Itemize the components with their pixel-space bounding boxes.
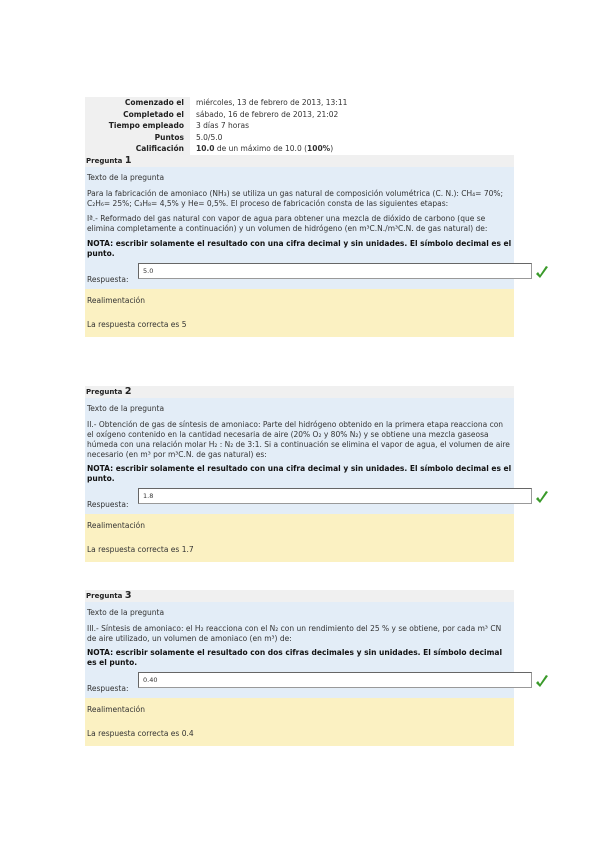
feedback-box <box>85 514 514 562</box>
question-1 <box>85 155 514 337</box>
question-header-label: Pregunta <box>86 388 123 396</box>
question-2 <box>85 386 514 562</box>
summary-label: Comenzado el <box>85 97 190 109</box>
question-body <box>85 398 514 514</box>
question-paragraph: Para la fabricación de amoniaco (NH₃) se utiliza un gas natural de composición volumétrica (C. N.): CH₄= 70%; C₂H₆= 25%; C₃H₈= 4,5% y He= 0,5%. El proceso de fabricación consta de las siguientes etapas: <box>87 189 504 208</box>
question-note: NOTA: escribir solamente el resultado con una cifra decimal y sin unidades. El símbolo decimal es el punto. <box>87 464 512 483</box>
feedback-box <box>85 698 514 746</box>
summary-value: miércoles, 13 de febrero de 2013, 13:11 <box>196 98 348 107</box>
question-header-label: Pregunta <box>86 157 123 165</box>
grade-mid: de un máximo de 10.0 ( <box>214 144 308 153</box>
answer-row <box>87 668 512 698</box>
grade-percent: 100% <box>307 144 331 153</box>
correct-answer-text: La respuesta correcta es 5 <box>87 320 187 329</box>
question-note: NOTA: escribir solamente el resultado con una cifra decimal y sin unidades. El símbolo decimal es el punto. <box>87 239 512 258</box>
question-number: 1 <box>124 155 132 166</box>
summary-value: sábado, 16 de febrero de 2013, 21:02 <box>196 109 339 119</box>
check-icon <box>535 675 549 689</box>
question-header <box>85 386 514 398</box>
answer-row <box>87 259 512 289</box>
feedback-label: Realimentación <box>87 296 146 305</box>
answer-input[interactable] <box>138 672 532 688</box>
question-paragraph: Iª.- Reformado del gas natural con vapor de agua para obtener una mezcla de dióxido de carbono (que se elimina completamente a continuación) y un volumen de hidrógeno (en m³C.N./m³C.N. de gas natural) de: <box>87 214 488 233</box>
summary-value: 5.0/5.0 <box>196 132 223 142</box>
answer-label: Respuesta: <box>87 275 129 284</box>
feedback-label: Realimentación <box>87 521 146 530</box>
answer-row <box>87 484 512 514</box>
feedback-box <box>85 289 514 337</box>
question-header <box>85 590 514 602</box>
question-text-label: Texto de la pregunta <box>87 404 165 413</box>
summary-label: Completado el <box>85 109 190 121</box>
summary-row-time <box>85 120 514 132</box>
summary-label: Calificación <box>85 143 190 155</box>
answer-label: Respuesta: <box>87 500 129 509</box>
question-paragraph: II.- Obtención de gas de síntesis de amoniaco: Parte del hidrógeno obtenido en la primera etapa reacciona con el oxígeno contenido en la cantidad necesaria de aire (20% O₂ y 80% N₂) y se obtiene una mezcla gaseosa húmeda con una relación molar H₂ : N₂ de 3:1. Si a continuación se elimina el vapor de agua, el volumen de aire necesario (en m³ por m³C.N. de gas natural) es: <box>87 420 510 459</box>
correct-answer-text: La respuesta correcta es 0.4 <box>87 729 194 738</box>
question-note: NOTA: escribir solamente el resultado con dos cifras decimales y sin unidades. El símbolo decimal es el punto. <box>87 648 503 667</box>
answer-input[interactable] <box>138 488 532 504</box>
summary-value <box>190 143 514 155</box>
answer-input[interactable] <box>138 263 532 279</box>
question-number: 3 <box>124 590 132 601</box>
summary-value: 3 días 7 horas <box>196 121 249 130</box>
summary-label: Tiempo empleado <box>85 120 190 132</box>
question-header <box>85 155 514 167</box>
feedback-label: Realimentación <box>87 705 146 714</box>
summary-row-completed <box>85 109 514 121</box>
question-text-label: Texto de la pregunta <box>87 608 165 617</box>
grade-end: ) <box>330 144 334 153</box>
check-icon <box>535 491 549 505</box>
summary-row-started <box>85 97 514 109</box>
question-body <box>85 167 514 289</box>
question-header-label: Pregunta <box>86 592 123 600</box>
summary-row-grade <box>85 143 514 155</box>
grade-value: 10.0 <box>196 144 215 153</box>
question-text-label: Texto de la pregunta <box>87 173 165 182</box>
attempt-summary <box>85 97 514 155</box>
correct-answer-text: La respuesta correcta es 1.7 <box>87 545 194 554</box>
question-body <box>85 602 514 698</box>
question-3 <box>85 590 514 746</box>
summary-label: Puntos <box>85 132 190 144</box>
question-number: 2 <box>124 386 132 397</box>
summary-row-points <box>85 132 514 144</box>
question-paragraph: III.- Síntesis de amoniaco: el H₂ reacciona con el N₂ con un rendimiento del 25 % y se obtiene, por cada m³ CN de aire utilizado, un volumen de amoniaco (en m³) de: <box>87 624 502 643</box>
answer-label: Respuesta: <box>87 684 129 693</box>
check-icon <box>535 266 549 280</box>
